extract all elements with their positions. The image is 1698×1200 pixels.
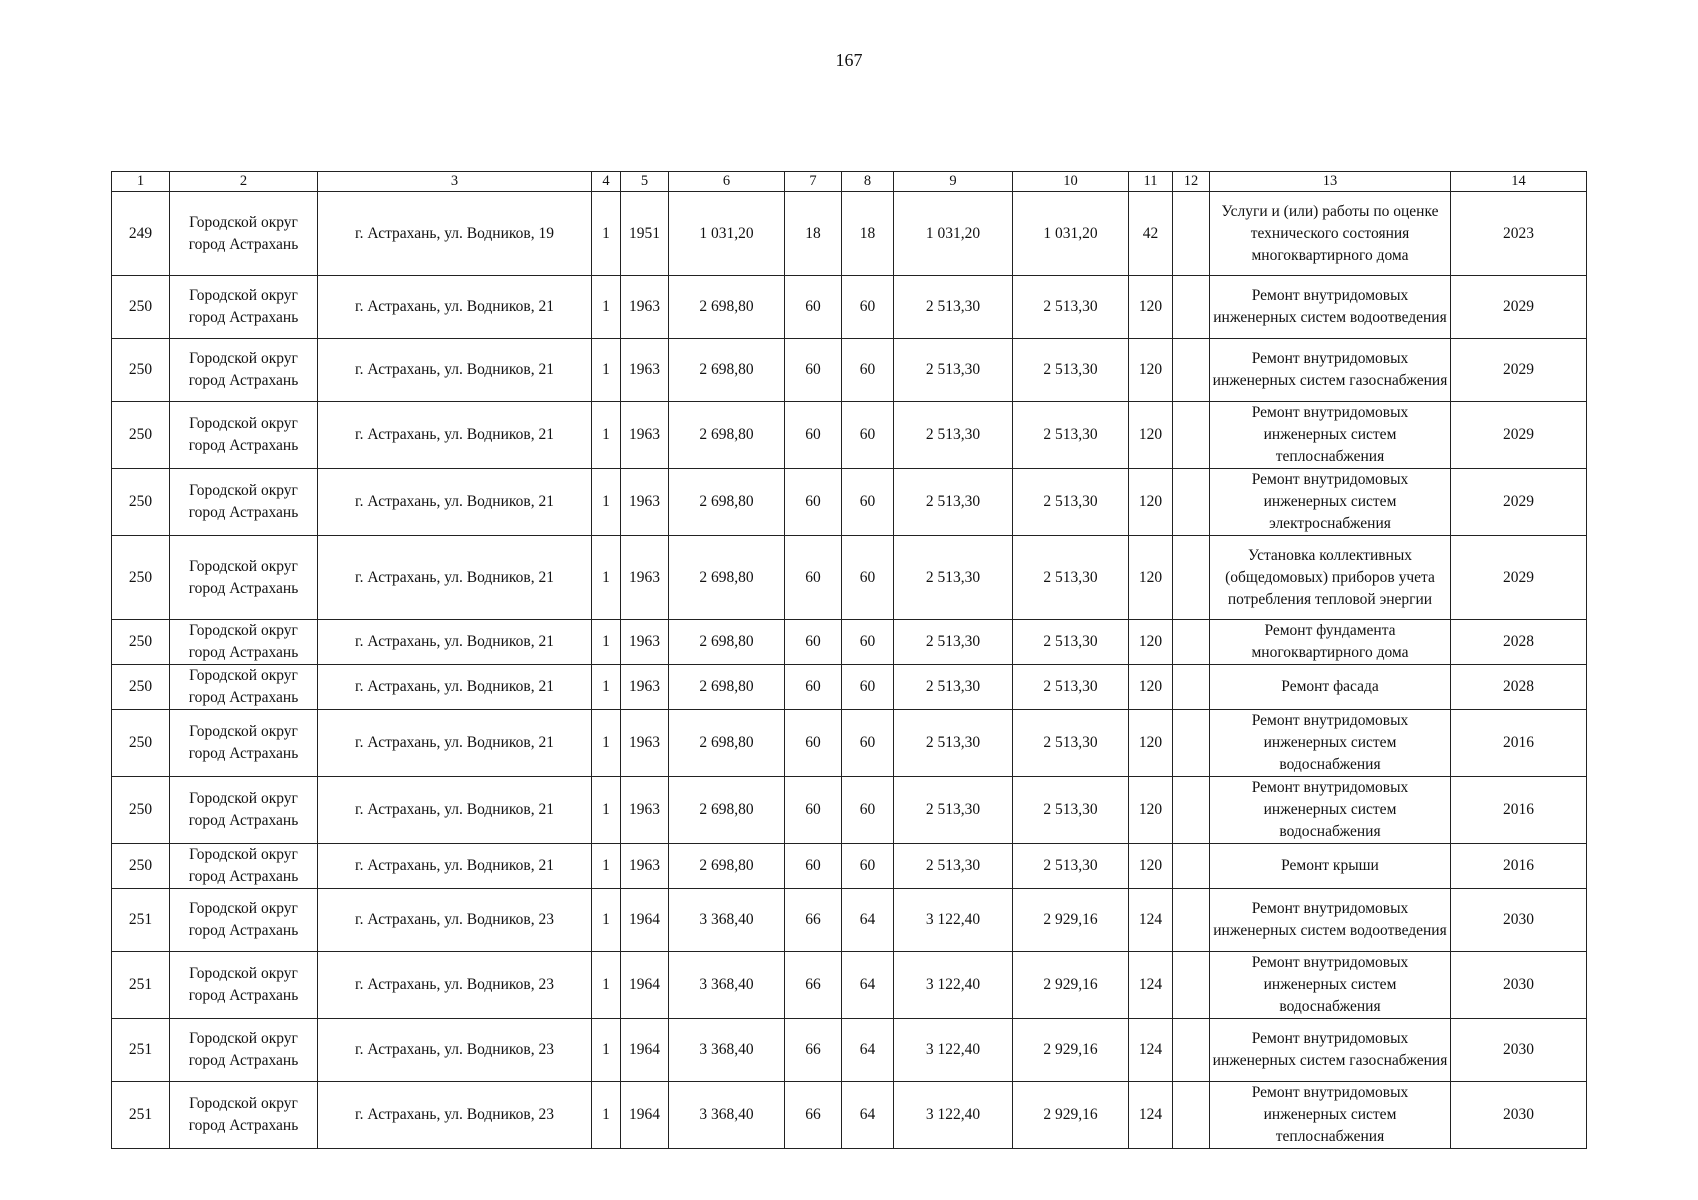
work-type-cell: Ремонт внутридомовых инженерных систем газоснабжения bbox=[1210, 339, 1451, 402]
cell-col-6: 3 368,40 bbox=[669, 889, 785, 952]
planned-year-cell: 2029 bbox=[1451, 536, 1587, 620]
cell-col-7: 60 bbox=[785, 469, 842, 536]
municipality-cell: Городской округ город Астрахань bbox=[170, 339, 318, 402]
row-number-cell: 250 bbox=[112, 665, 170, 710]
cell-col-7: 60 bbox=[785, 620, 842, 665]
cell-col-7: 66 bbox=[785, 952, 842, 1019]
table-row bbox=[112, 192, 1587, 276]
row-number-cell: 250 bbox=[112, 710, 170, 777]
cell-col-9: 2 513,30 bbox=[894, 777, 1013, 844]
cell-col-10: 2 513,30 bbox=[1013, 620, 1129, 665]
table-row bbox=[112, 844, 1587, 889]
planned-year-cell: 2029 bbox=[1451, 402, 1587, 469]
cell-col-10: 2 929,16 bbox=[1013, 889, 1129, 952]
municipality-cell: Городской округ город Астрахань bbox=[170, 1082, 318, 1149]
cell-col-4: 1 bbox=[592, 1019, 621, 1082]
planned-year-cell: 2023 bbox=[1451, 192, 1587, 276]
table-row bbox=[112, 536, 1587, 620]
work-type-cell: Ремонт внутридомовых инженерных систем водоотведения bbox=[1210, 889, 1451, 952]
cell-col-10: 2 513,30 bbox=[1013, 276, 1129, 339]
construction-year-cell: 1963 bbox=[621, 276, 669, 339]
table-row bbox=[112, 1019, 1587, 1082]
cell-col-12 bbox=[1173, 620, 1210, 665]
cell-col-12 bbox=[1173, 469, 1210, 536]
cell-col-10: 2 513,30 bbox=[1013, 469, 1129, 536]
cell-col-12 bbox=[1173, 402, 1210, 469]
table-row bbox=[112, 469, 1587, 536]
municipality-cell: Городской округ город Астрахань bbox=[170, 402, 318, 469]
planned-year-cell: 2028 bbox=[1451, 665, 1587, 710]
cell-col-7: 60 bbox=[785, 402, 842, 469]
cell-col-12 bbox=[1173, 952, 1210, 1019]
cell-col-7: 60 bbox=[785, 777, 842, 844]
table-row bbox=[112, 1082, 1587, 1149]
cell-col-8: 60 bbox=[842, 620, 894, 665]
construction-year-cell: 1964 bbox=[621, 889, 669, 952]
planned-year-cell: 2030 bbox=[1451, 952, 1587, 1019]
construction-year-cell: 1964 bbox=[621, 952, 669, 1019]
address-cell: г. Астрахань, ул. Водников, 23 bbox=[318, 889, 592, 952]
table-row bbox=[112, 276, 1587, 339]
work-type-cell: Ремонт внутридомовых инженерных систем теплоснабжения bbox=[1210, 1082, 1451, 1149]
column-header: 5 bbox=[621, 172, 669, 192]
cell-col-6: 3 368,40 bbox=[669, 1019, 785, 1082]
table-row bbox=[112, 620, 1587, 665]
municipality-cell: Городской округ город Астрахань bbox=[170, 952, 318, 1019]
address-cell: г. Астрахань, ул. Водников, 21 bbox=[318, 402, 592, 469]
construction-year-cell: 1963 bbox=[621, 710, 669, 777]
municipality-cell: Городской округ город Астрахань bbox=[170, 469, 318, 536]
planned-year-cell: 2029 bbox=[1451, 469, 1587, 536]
municipality-cell: Городской округ город Астрахань bbox=[170, 276, 318, 339]
cell-col-6: 2 698,80 bbox=[669, 620, 785, 665]
row-number-cell: 250 bbox=[112, 339, 170, 402]
cell-col-7: 60 bbox=[785, 339, 842, 402]
municipality-cell: Городской округ город Астрахань bbox=[170, 192, 318, 276]
cell-col-7: 60 bbox=[785, 536, 842, 620]
table-row bbox=[112, 665, 1587, 710]
cell-col-4: 1 bbox=[592, 402, 621, 469]
cell-col-10: 2 513,30 bbox=[1013, 665, 1129, 710]
table-body bbox=[112, 192, 1587, 1149]
table-row bbox=[112, 339, 1587, 402]
cell-col-6: 2 698,80 bbox=[669, 339, 785, 402]
municipality-cell: Городской округ город Астрахань bbox=[170, 665, 318, 710]
planned-year-cell: 2016 bbox=[1451, 777, 1587, 844]
planned-year-cell: 2029 bbox=[1451, 276, 1587, 339]
address-cell: г. Астрахань, ул. Водников, 21 bbox=[318, 276, 592, 339]
cell-col-8: 60 bbox=[842, 777, 894, 844]
cell-col-7: 60 bbox=[785, 710, 842, 777]
cell-col-11: 120 bbox=[1129, 665, 1173, 710]
cell-col-8: 64 bbox=[842, 889, 894, 952]
column-header: 6 bbox=[669, 172, 785, 192]
row-number-cell: 249 bbox=[112, 192, 170, 276]
cell-col-12 bbox=[1173, 889, 1210, 952]
cell-col-10: 2 513,30 bbox=[1013, 710, 1129, 777]
cell-col-7: 66 bbox=[785, 1082, 842, 1149]
cell-col-6: 2 698,80 bbox=[669, 710, 785, 777]
cell-col-12 bbox=[1173, 1019, 1210, 1082]
cell-col-11: 120 bbox=[1129, 710, 1173, 777]
cell-col-8: 18 bbox=[842, 192, 894, 276]
address-cell: г. Астрахань, ул. Водников, 21 bbox=[318, 777, 592, 844]
row-number-cell: 250 bbox=[112, 536, 170, 620]
cell-col-10: 2 513,30 bbox=[1013, 536, 1129, 620]
address-cell: г. Астрахань, ул. Водников, 19 bbox=[318, 192, 592, 276]
column-header: 10 bbox=[1013, 172, 1129, 192]
cell-col-4: 1 bbox=[592, 276, 621, 339]
work-type-cell: Установка коллективных (общедомовых) приборов учета потребления тепловой энергии bbox=[1210, 536, 1451, 620]
cell-col-10: 2 929,16 bbox=[1013, 1082, 1129, 1149]
work-type-cell: Ремонт внутридомовых инженерных систем электроснабжения bbox=[1210, 469, 1451, 536]
cell-col-4: 1 bbox=[592, 620, 621, 665]
cell-col-4: 1 bbox=[592, 665, 621, 710]
cell-col-12 bbox=[1173, 276, 1210, 339]
capital-repair-table bbox=[111, 171, 1587, 1149]
cell-col-4: 1 bbox=[592, 777, 621, 844]
cell-col-10: 1 031,20 bbox=[1013, 192, 1129, 276]
planned-year-cell: 2016 bbox=[1451, 844, 1587, 889]
row-number-cell: 250 bbox=[112, 402, 170, 469]
table-row bbox=[112, 777, 1587, 844]
cell-col-12 bbox=[1173, 536, 1210, 620]
construction-year-cell: 1963 bbox=[621, 665, 669, 710]
cell-col-4: 1 bbox=[592, 844, 621, 889]
cell-col-12 bbox=[1173, 1082, 1210, 1149]
cell-col-10: 2 513,30 bbox=[1013, 844, 1129, 889]
address-cell: г. Астрахань, ул. Водников, 23 bbox=[318, 1019, 592, 1082]
municipality-cell: Городской округ город Астрахань bbox=[170, 777, 318, 844]
cell-col-12 bbox=[1173, 777, 1210, 844]
cell-col-9: 3 122,40 bbox=[894, 889, 1013, 952]
cell-col-6: 2 698,80 bbox=[669, 469, 785, 536]
address-cell: г. Астрахань, ул. Водников, 21 bbox=[318, 469, 592, 536]
cell-col-9: 3 122,40 bbox=[894, 952, 1013, 1019]
address-cell: г. Астрахань, ул. Водников, 23 bbox=[318, 952, 592, 1019]
work-type-cell: Ремонт фасада bbox=[1210, 665, 1451, 710]
cell-col-6: 3 368,40 bbox=[669, 1082, 785, 1149]
cell-col-9: 1 031,20 bbox=[894, 192, 1013, 276]
municipality-cell: Городской округ город Астрахань bbox=[170, 536, 318, 620]
table-row bbox=[112, 952, 1587, 1019]
address-cell: г. Астрахань, ул. Водников, 21 bbox=[318, 536, 592, 620]
cell-col-11: 120 bbox=[1129, 536, 1173, 620]
work-type-cell: Услуги и (или) работы по оценке технического состояния многоквартирного дома bbox=[1210, 192, 1451, 276]
cell-col-10: 2 513,30 bbox=[1013, 402, 1129, 469]
row-number-cell: 250 bbox=[112, 620, 170, 665]
municipality-cell: Городской округ город Астрахань bbox=[170, 710, 318, 777]
construction-year-cell: 1951 bbox=[621, 192, 669, 276]
row-number-cell: 250 bbox=[112, 777, 170, 844]
cell-col-11: 120 bbox=[1129, 402, 1173, 469]
cell-col-11: 42 bbox=[1129, 192, 1173, 276]
cell-col-4: 1 bbox=[592, 710, 621, 777]
cell-col-9: 2 513,30 bbox=[894, 469, 1013, 536]
cell-col-7: 18 bbox=[785, 192, 842, 276]
cell-col-7: 60 bbox=[785, 844, 842, 889]
cell-col-8: 60 bbox=[842, 339, 894, 402]
cell-col-9: 2 513,30 bbox=[894, 276, 1013, 339]
planned-year-cell: 2016 bbox=[1451, 710, 1587, 777]
cell-col-11: 120 bbox=[1129, 339, 1173, 402]
cell-col-8: 64 bbox=[842, 1019, 894, 1082]
cell-col-9: 2 513,30 bbox=[894, 339, 1013, 402]
work-type-cell: Ремонт крыши bbox=[1210, 844, 1451, 889]
cell-col-6: 2 698,80 bbox=[669, 777, 785, 844]
cell-col-4: 1 bbox=[592, 536, 621, 620]
construction-year-cell: 1963 bbox=[621, 339, 669, 402]
table-row bbox=[112, 402, 1587, 469]
address-cell: г. Астрахань, ул. Водников, 21 bbox=[318, 620, 592, 665]
cell-col-6: 2 698,80 bbox=[669, 844, 785, 889]
construction-year-cell: 1963 bbox=[621, 844, 669, 889]
cell-col-9: 3 122,40 bbox=[894, 1019, 1013, 1082]
cell-col-6: 2 698,80 bbox=[669, 665, 785, 710]
cell-col-12 bbox=[1173, 192, 1210, 276]
address-cell: г. Астрахань, ул. Водников, 21 bbox=[318, 339, 592, 402]
cell-col-11: 120 bbox=[1129, 620, 1173, 665]
planned-year-cell: 2028 bbox=[1451, 620, 1587, 665]
cell-col-12 bbox=[1173, 710, 1210, 777]
cell-col-7: 60 bbox=[785, 665, 842, 710]
column-header: 9 bbox=[894, 172, 1013, 192]
cell-col-8: 60 bbox=[842, 665, 894, 710]
cell-col-11: 120 bbox=[1129, 777, 1173, 844]
construction-year-cell: 1963 bbox=[621, 620, 669, 665]
cell-col-9: 2 513,30 bbox=[894, 536, 1013, 620]
cell-col-6: 2 698,80 bbox=[669, 536, 785, 620]
cell-col-9: 3 122,40 bbox=[894, 1082, 1013, 1149]
cell-col-8: 60 bbox=[842, 536, 894, 620]
construction-year-cell: 1963 bbox=[621, 402, 669, 469]
column-header: 11 bbox=[1129, 172, 1173, 192]
cell-col-7: 66 bbox=[785, 1019, 842, 1082]
column-number-row bbox=[112, 172, 1587, 192]
construction-year-cell: 1963 bbox=[621, 536, 669, 620]
cell-col-11: 124 bbox=[1129, 1082, 1173, 1149]
cell-col-6: 1 031,20 bbox=[669, 192, 785, 276]
cell-col-10: 2 513,30 bbox=[1013, 339, 1129, 402]
cell-col-10: 2 929,16 bbox=[1013, 1019, 1129, 1082]
cell-col-9: 2 513,30 bbox=[894, 844, 1013, 889]
address-cell: г. Астрахань, ул. Водников, 21 bbox=[318, 844, 592, 889]
row-number-cell: 251 bbox=[112, 1019, 170, 1082]
column-header: 8 bbox=[842, 172, 894, 192]
cell-col-8: 60 bbox=[842, 710, 894, 777]
construction-year-cell: 1964 bbox=[621, 1082, 669, 1149]
cell-col-9: 2 513,30 bbox=[894, 620, 1013, 665]
cell-col-11: 120 bbox=[1129, 844, 1173, 889]
row-number-cell: 251 bbox=[112, 889, 170, 952]
cell-col-8: 60 bbox=[842, 469, 894, 536]
cell-col-10: 2 929,16 bbox=[1013, 952, 1129, 1019]
cell-col-8: 60 bbox=[842, 844, 894, 889]
cell-col-9: 2 513,30 bbox=[894, 665, 1013, 710]
row-number-cell: 251 bbox=[112, 952, 170, 1019]
column-header: 4 bbox=[592, 172, 621, 192]
cell-col-12 bbox=[1173, 339, 1210, 402]
column-header: 1 bbox=[112, 172, 170, 192]
planned-year-cell: 2030 bbox=[1451, 889, 1587, 952]
cell-col-4: 1 bbox=[592, 469, 621, 536]
table-row bbox=[112, 889, 1587, 952]
row-number-cell: 250 bbox=[112, 844, 170, 889]
address-cell: г. Астрахань, ул. Водников, 23 bbox=[318, 1082, 592, 1149]
construction-year-cell: 1963 bbox=[621, 777, 669, 844]
planned-year-cell: 2030 bbox=[1451, 1019, 1587, 1082]
cell-col-8: 64 bbox=[842, 1082, 894, 1149]
work-type-cell: Ремонт внутридомовых инженерных систем водоотведения bbox=[1210, 276, 1451, 339]
cell-col-11: 120 bbox=[1129, 276, 1173, 339]
cell-col-10: 2 513,30 bbox=[1013, 777, 1129, 844]
cell-col-9: 2 513,30 bbox=[894, 402, 1013, 469]
column-header: 13 bbox=[1210, 172, 1451, 192]
address-cell: г. Астрахань, ул. Водников, 21 bbox=[318, 665, 592, 710]
column-header: 2 bbox=[170, 172, 318, 192]
cell-col-4: 1 bbox=[592, 889, 621, 952]
cell-col-11: 120 bbox=[1129, 469, 1173, 536]
work-type-cell: Ремонт фундамента многоквартирного дома bbox=[1210, 620, 1451, 665]
work-type-cell: Ремонт внутридомовых инженерных систем водоснабжения bbox=[1210, 710, 1451, 777]
cell-col-7: 66 bbox=[785, 889, 842, 952]
cell-col-9: 2 513,30 bbox=[894, 710, 1013, 777]
column-header: 12 bbox=[1173, 172, 1210, 192]
cell-col-4: 1 bbox=[592, 1082, 621, 1149]
cell-col-6: 2 698,80 bbox=[669, 402, 785, 469]
municipality-cell: Городской округ город Астрахань bbox=[170, 620, 318, 665]
row-number-cell: 250 bbox=[112, 469, 170, 536]
cell-col-8: 60 bbox=[842, 402, 894, 469]
cell-col-8: 64 bbox=[842, 952, 894, 1019]
row-number-cell: 250 bbox=[112, 276, 170, 339]
construction-year-cell: 1964 bbox=[621, 1019, 669, 1082]
planned-year-cell: 2030 bbox=[1451, 1082, 1587, 1149]
cell-col-6: 3 368,40 bbox=[669, 952, 785, 1019]
cell-col-12 bbox=[1173, 665, 1210, 710]
work-type-cell: Ремонт внутридомовых инженерных систем газоснабжения bbox=[1210, 1019, 1451, 1082]
cell-col-6: 2 698,80 bbox=[669, 276, 785, 339]
row-number-cell: 251 bbox=[112, 1082, 170, 1149]
column-header: 3 bbox=[318, 172, 592, 192]
cell-col-7: 60 bbox=[785, 276, 842, 339]
cell-col-4: 1 bbox=[592, 192, 621, 276]
municipality-cell: Городской округ город Астрахань bbox=[170, 1019, 318, 1082]
cell-col-11: 124 bbox=[1129, 952, 1173, 1019]
address-cell: г. Астрахань, ул. Водников, 21 bbox=[318, 710, 592, 777]
cell-col-11: 124 bbox=[1129, 1019, 1173, 1082]
work-type-cell: Ремонт внутридомовых инженерных систем теплоснабжения bbox=[1210, 402, 1451, 469]
page-number: 167 bbox=[835, 50, 863, 70]
cell-col-11: 124 bbox=[1129, 889, 1173, 952]
work-type-cell: Ремонт внутридомовых инженерных систем водоснабжения bbox=[1210, 777, 1451, 844]
planned-year-cell: 2029 bbox=[1451, 339, 1587, 402]
cell-col-12 bbox=[1173, 844, 1210, 889]
table-row bbox=[112, 710, 1587, 777]
column-header: 7 bbox=[785, 172, 842, 192]
municipality-cell: Городской округ город Астрахань bbox=[170, 844, 318, 889]
column-header: 14 bbox=[1451, 172, 1587, 192]
cell-col-4: 1 bbox=[592, 339, 621, 402]
construction-year-cell: 1963 bbox=[621, 469, 669, 536]
cell-col-8: 60 bbox=[842, 276, 894, 339]
municipality-cell: Городской округ город Астрахань bbox=[170, 889, 318, 952]
work-type-cell: Ремонт внутридомовых инженерных систем водоснабжения bbox=[1210, 952, 1451, 1019]
cell-col-4: 1 bbox=[592, 952, 621, 1019]
